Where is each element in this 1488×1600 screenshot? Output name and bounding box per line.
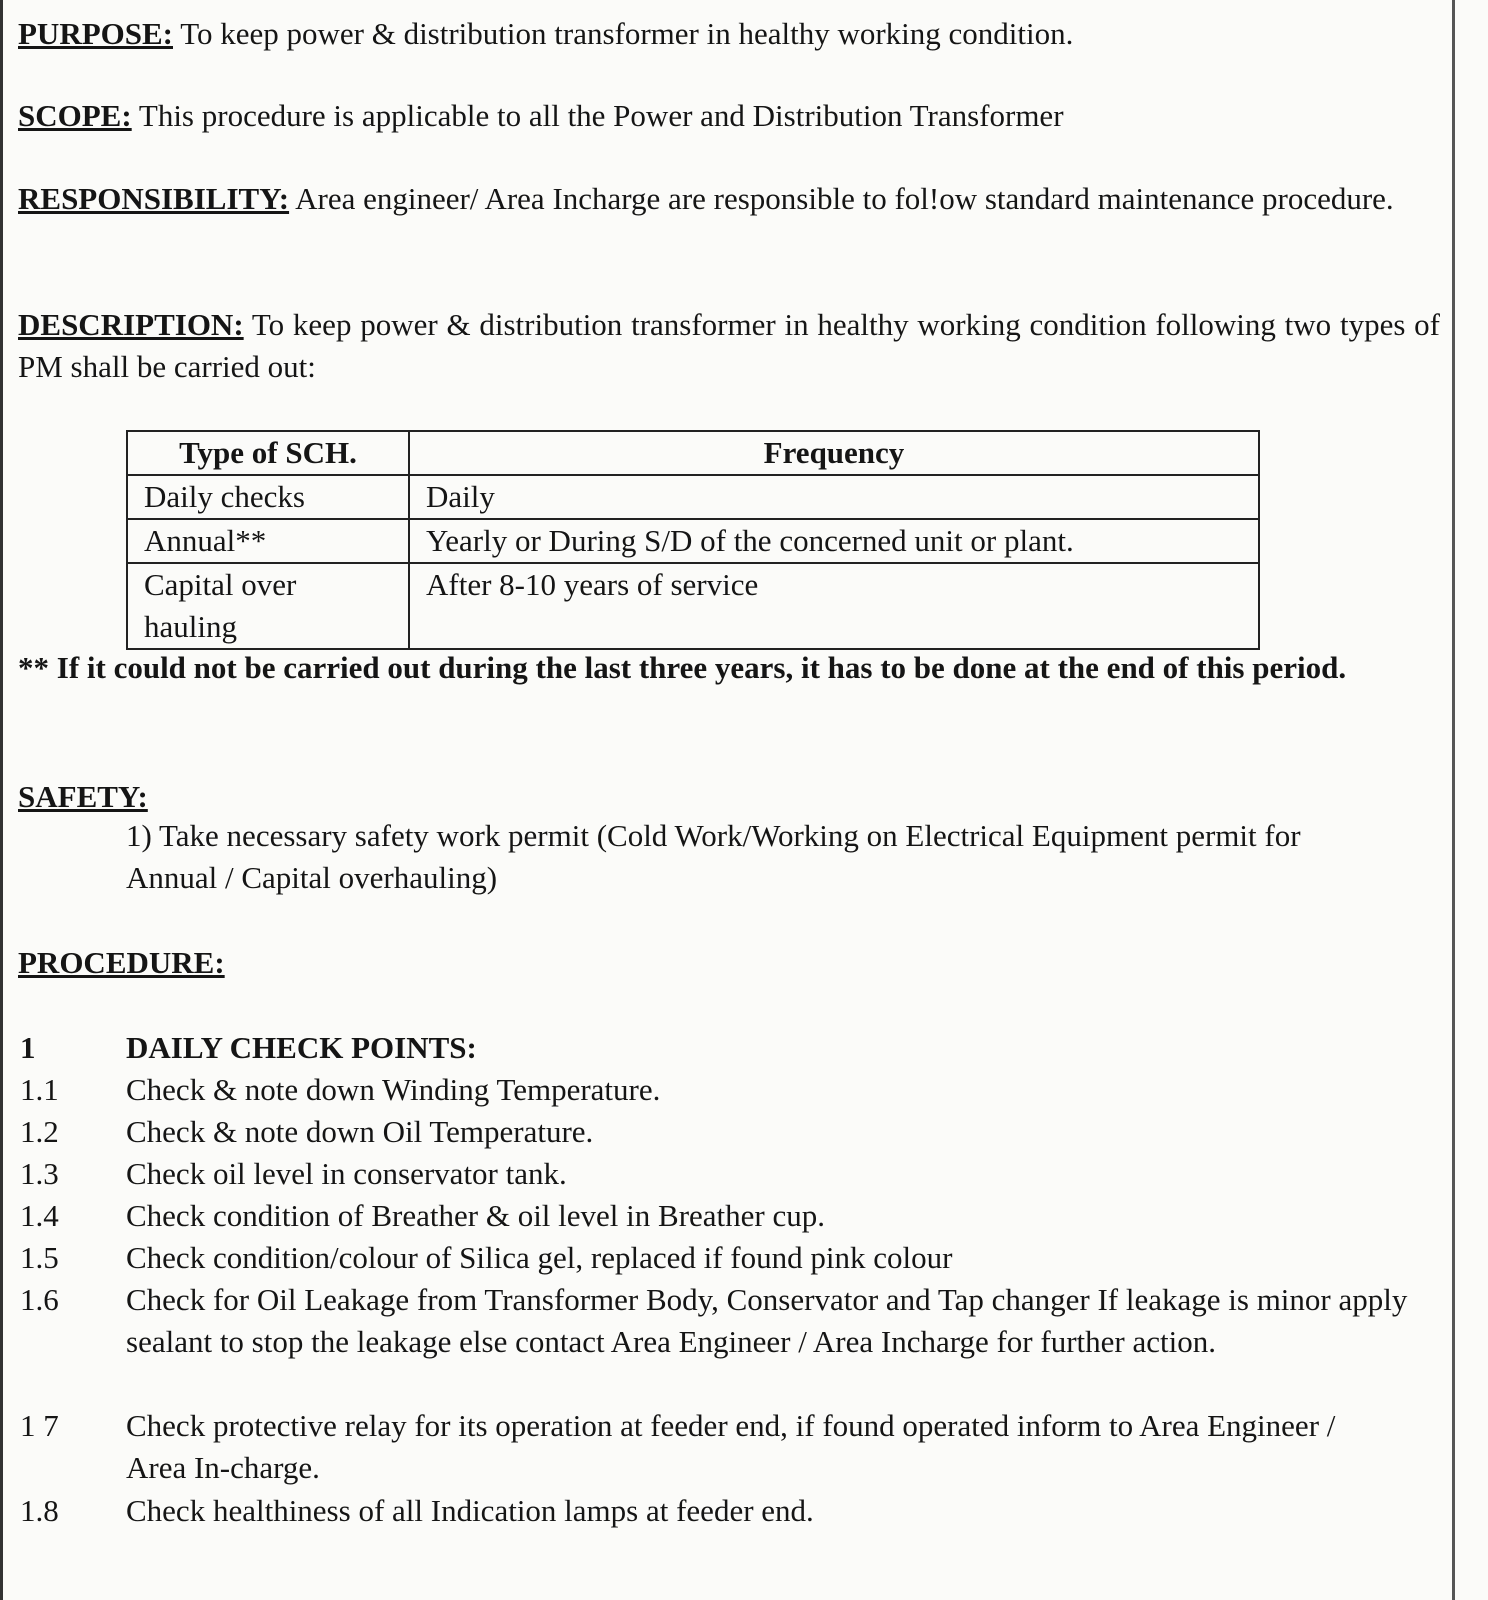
list-item [20, 1069, 1440, 1111]
item-number: 1.6 [20, 1282, 59, 1317]
safety-item: 1) Take necessary safety work permit (Cold Work/Working on Electrical Equipment permit for Annual / Capital overhauling) [126, 818, 1301, 895]
list-item [20, 1490, 1440, 1532]
description-paragraph [18, 304, 1440, 388]
item-number: 1.3 [20, 1156, 59, 1191]
section-number: 1 [20, 1030, 36, 1065]
responsibility-heading: RESPONSIBILITY: [18, 181, 290, 216]
table-header: Type of SCH. [127, 431, 409, 475]
page-border-right [1452, 0, 1455, 1600]
table-cell: Yearly or During S/D of the concerned unit or plant. [409, 519, 1259, 563]
list-item [20, 1111, 1440, 1153]
procedure-heading: PROCEDURE: [18, 945, 225, 980]
item-number: 1 7 [20, 1408, 59, 1443]
item-text: Check condition/colour of Silica gel, replaced if found pink colour [126, 1240, 953, 1275]
list-item [20, 1237, 1440, 1279]
schedule-note: ** If it could not be carried out during the last three years, it has to be done at the end of this period. [18, 650, 1347, 685]
purpose-paragraph [18, 13, 1440, 55]
procedure-heading-line [18, 942, 1440, 984]
scope-paragraph [18, 95, 1440, 137]
description-text: To keep power & distribution transformer in healthy working condition following two types of PM shall be carried out: [18, 307, 1440, 384]
list-item [20, 1279, 1440, 1363]
item-text: Check for Oil Leakage from Transformer Body, Conservator and Tap changer If leakage is minor apply sealant to stop the leakage else contact Area Engineer / Area Incharge for further action. [126, 1282, 1408, 1359]
scope-heading: SCOPE: [18, 98, 132, 133]
item-number: 1.5 [20, 1240, 59, 1275]
section-title: DAILY CHECK POINTS: [126, 1030, 477, 1065]
scope-text: This procedure is applicable to all the Power and Distribution Transformer [131, 98, 1064, 133]
table-header-row [127, 431, 1259, 475]
list-item [20, 1405, 1440, 1489]
purpose-text: To keep power & distribution transformer in healthy working condition. [173, 16, 1074, 51]
list-item [20, 1153, 1440, 1195]
item-text: Check healthiness of all Indication lamps at feeder end. [126, 1493, 814, 1528]
table-cell: Daily [409, 475, 1259, 519]
table-row [127, 475, 1259, 519]
item-text: Check protective relay for its operation at feeder end, if found operated inform to Area Engineer / Area In-charge. [126, 1408, 1336, 1485]
table-row [127, 563, 1259, 649]
item-number: 1.1 [20, 1072, 59, 1107]
item-text: Check oil level in conservator tank. [126, 1156, 567, 1191]
page-border-left [0, 0, 3, 1600]
table-cell: Capital over hauling [127, 563, 409, 649]
table-header: Frequency [409, 431, 1259, 475]
safety-heading-line [18, 776, 1440, 818]
safety-heading: SAFETY: [18, 779, 148, 814]
table-cell: Annual** [127, 519, 409, 563]
section-heading [20, 1027, 1440, 1069]
item-text: Check condition of Breather & oil level in Breather cup. [126, 1198, 825, 1233]
table-row [127, 519, 1259, 563]
list-item [20, 1195, 1440, 1237]
description-heading: DESCRIPTION: [18, 307, 244, 342]
item-number: 1.2 [20, 1114, 59, 1149]
table-cell: After 8-10 years of service [409, 563, 1259, 649]
item-text: Check & note down Winding Temperature. [126, 1072, 661, 1107]
responsibility-text: Area engineer/ Area Incharge are responsible to fol!ow standard maintenance procedure. [289, 181, 1394, 216]
responsibility-paragraph [18, 178, 1440, 220]
table-cell: Daily checks [127, 475, 409, 519]
item-number: 1.4 [20, 1198, 59, 1233]
item-number: 1.8 [20, 1493, 59, 1528]
purpose-heading: PURPOSE: [18, 16, 173, 51]
item-text: Check & note down Oil Temperature. [126, 1114, 594, 1149]
schedule-table [126, 430, 1260, 650]
